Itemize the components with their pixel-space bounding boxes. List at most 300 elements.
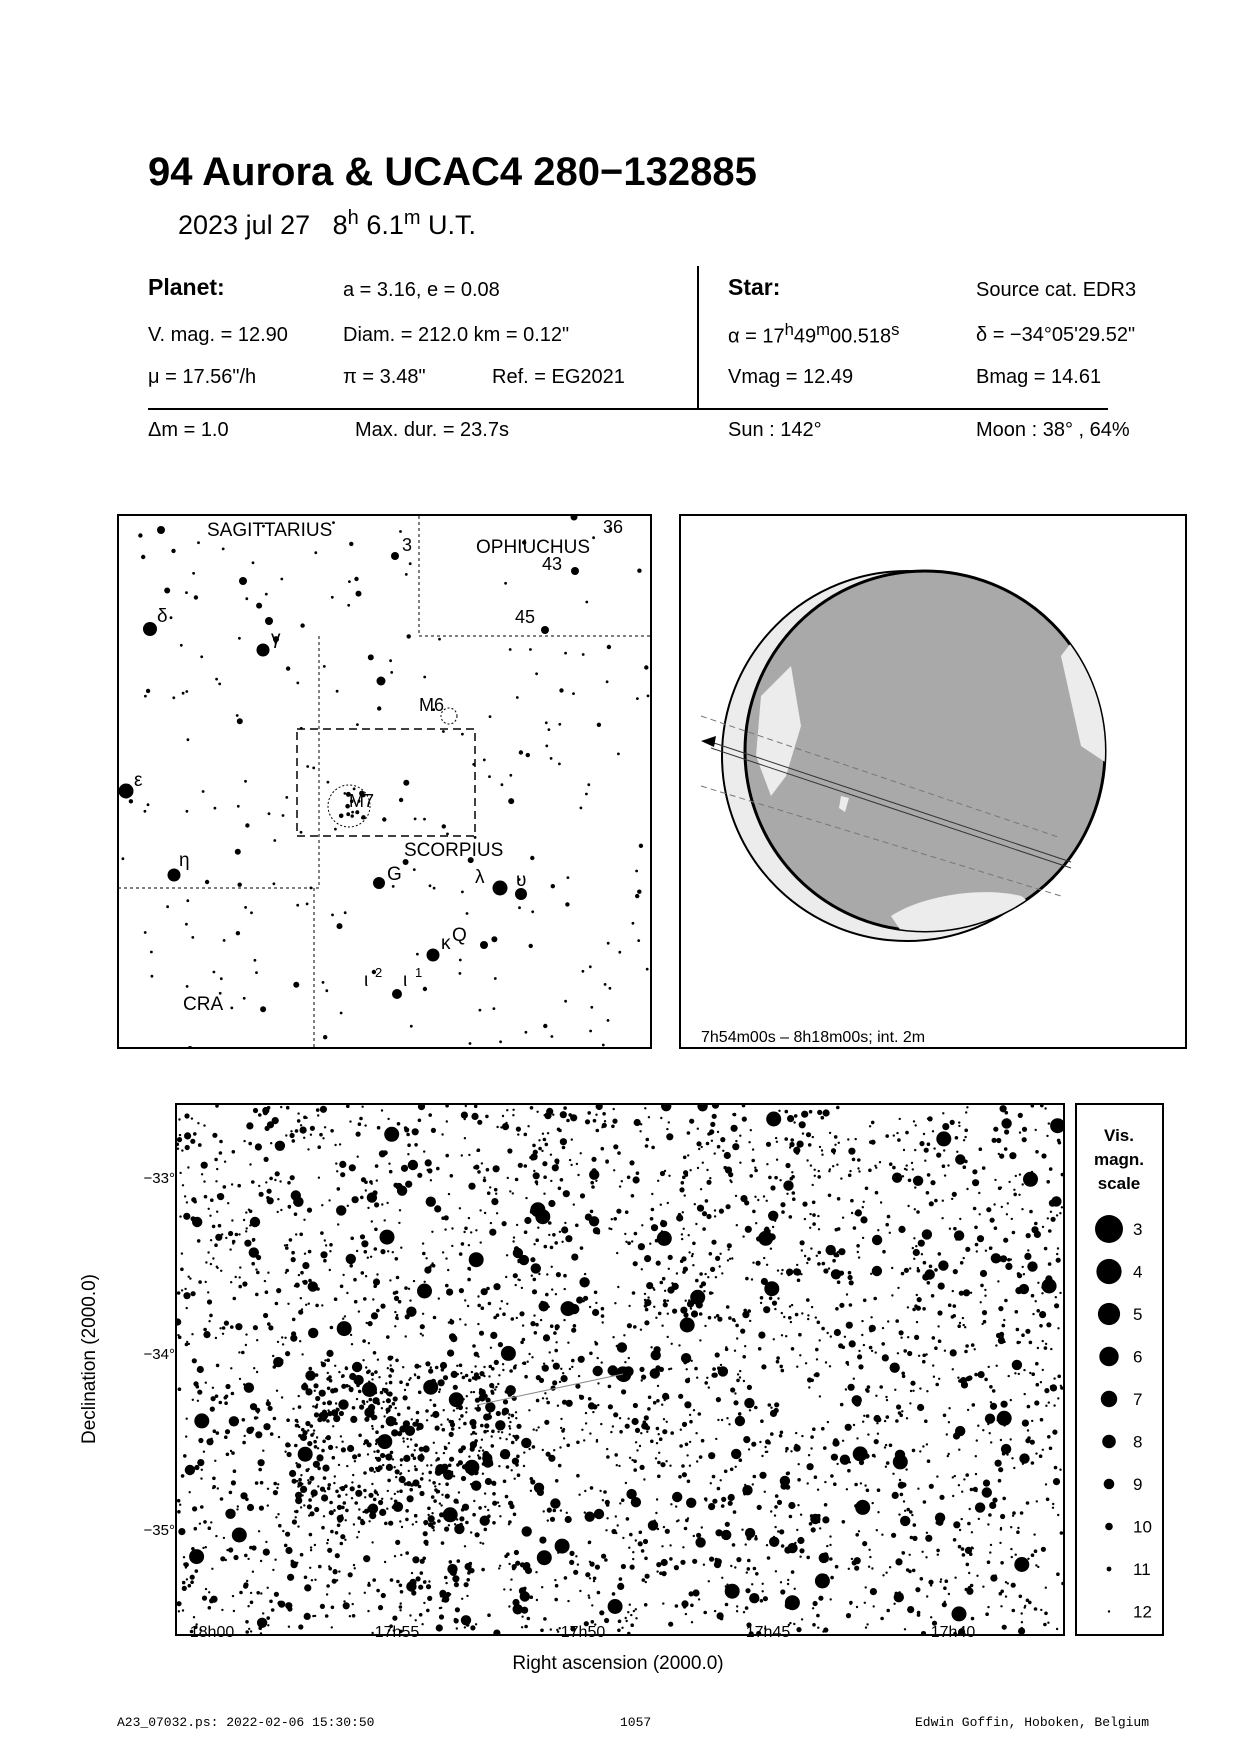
field-star [857, 1167, 859, 1169]
field-star [547, 1508, 552, 1513]
field-star [796, 1264, 798, 1266]
field-star [664, 1170, 666, 1172]
field-star [1044, 1612, 1048, 1616]
field-star [917, 1297, 922, 1302]
field-star [253, 1108, 258, 1113]
finder-star [590, 1006, 593, 1009]
field-star [179, 1215, 181, 1217]
field-star [264, 1280, 266, 1282]
field-star [510, 1578, 512, 1580]
field-star [891, 1533, 896, 1538]
finder-star [531, 910, 534, 913]
field-star [704, 1273, 706, 1275]
field-star [735, 1416, 745, 1426]
field-star [502, 1115, 504, 1117]
field-star [896, 1404, 901, 1409]
field-star [551, 1288, 553, 1290]
field-star [818, 1596, 823, 1601]
field-star [915, 1124, 917, 1126]
field-star [976, 1250, 978, 1252]
field-star [394, 1311, 396, 1313]
field-star [380, 1230, 395, 1245]
field-star [321, 1526, 325, 1530]
field-star [427, 1169, 429, 1171]
field-star [212, 1257, 214, 1259]
field-star [292, 1519, 297, 1524]
field-star [511, 1317, 515, 1321]
field-star [692, 1559, 697, 1564]
field-star [532, 1289, 537, 1294]
field-star [273, 1417, 277, 1421]
field-star [739, 1376, 741, 1378]
field-star [810, 1164, 812, 1166]
finder-star [147, 803, 150, 806]
field-star [339, 1143, 341, 1145]
field-star [411, 1572, 413, 1574]
field-star [953, 1521, 960, 1528]
field-star [478, 1506, 482, 1510]
finder-star [529, 648, 532, 651]
finder-star [433, 887, 436, 890]
field-star [567, 1600, 569, 1602]
field-star [661, 1404, 663, 1406]
field-star [900, 1493, 904, 1497]
finder-star [170, 616, 173, 619]
field-star [722, 1150, 724, 1152]
field-star [487, 1430, 489, 1432]
field-star [1016, 1530, 1020, 1534]
field-star [508, 1523, 510, 1525]
field-star [666, 1133, 673, 1140]
field-star [470, 1483, 472, 1485]
field-star [657, 1475, 661, 1479]
field-star [866, 1414, 870, 1418]
field-star [627, 1418, 629, 1420]
field-star [943, 1414, 947, 1418]
field-star [872, 1502, 874, 1504]
field-star [801, 1618, 803, 1620]
field-star [1048, 1229, 1052, 1233]
field-star [202, 1596, 207, 1601]
label-cra: CRA [183, 994, 224, 1015]
field-star [1021, 1333, 1025, 1337]
field-star [854, 1557, 861, 1564]
field-star [668, 1622, 673, 1627]
field-star [461, 1154, 463, 1156]
field-star [807, 1482, 809, 1484]
field-star [857, 1158, 861, 1162]
field-star [508, 1563, 510, 1565]
field-star [470, 1441, 477, 1448]
field-star [411, 1453, 415, 1457]
field-star [287, 1303, 289, 1305]
field-star [646, 1138, 650, 1142]
legend-label-mag-6: 6 [1133, 1347, 1143, 1367]
finder-star [461, 733, 464, 736]
finder-star [474, 836, 477, 839]
field-star [177, 1334, 179, 1336]
field-star [462, 1464, 467, 1469]
field-star [386, 1398, 391, 1403]
field-star [313, 1383, 318, 1388]
field-star [653, 1306, 655, 1308]
field-star [706, 1169, 708, 1171]
field-star [728, 1494, 735, 1501]
field-star [409, 1614, 411, 1616]
field-star [480, 1241, 482, 1243]
field-star [370, 1256, 372, 1258]
field-star [177, 1137, 182, 1142]
field-star [1041, 1153, 1046, 1158]
field-star [975, 1473, 977, 1475]
field-star [790, 1138, 794, 1142]
field-star [443, 1409, 445, 1411]
field-star [390, 1364, 392, 1366]
field-star [736, 1224, 738, 1226]
field-star [405, 1181, 412, 1188]
field-star [721, 1272, 723, 1274]
finder-star [166, 905, 169, 908]
field-star [463, 1422, 467, 1426]
field-star [483, 1430, 487, 1434]
field-star [560, 1418, 562, 1420]
star-chart-field [175, 1103, 1065, 1636]
field-star [364, 1509, 369, 1514]
field-star [922, 1307, 926, 1311]
field-star [343, 1602, 350, 1609]
field-star [362, 1359, 364, 1361]
finder-star [238, 637, 241, 640]
field-star [475, 1229, 477, 1231]
event-date: 2023 jul 27 [178, 210, 311, 240]
field-star [766, 1112, 781, 1127]
field-star [177, 1499, 180, 1503]
field-star [428, 1369, 433, 1374]
field-star [892, 1166, 896, 1170]
field-star [955, 1154, 965, 1164]
field-star [388, 1391, 393, 1396]
finder-star [223, 939, 226, 942]
finder-star [327, 781, 330, 784]
field-star [784, 1547, 791, 1554]
field-star [1061, 1582, 1063, 1586]
field-star [435, 1459, 437, 1461]
field-star [817, 1514, 821, 1518]
field-star [569, 1159, 571, 1161]
field-star [787, 1115, 794, 1122]
field-star [1027, 1558, 1029, 1560]
field-star [537, 1227, 539, 1229]
field-star [651, 1224, 658, 1231]
field-star [918, 1240, 925, 1247]
field-star [194, 1527, 198, 1531]
field-star [920, 1577, 924, 1581]
field-star [420, 1333, 422, 1335]
field-star [695, 1223, 697, 1225]
field-star [854, 1566, 859, 1571]
field-star [1022, 1127, 1027, 1132]
field-star [497, 1383, 499, 1385]
field-star [322, 1402, 326, 1406]
field-star [848, 1568, 850, 1570]
field-star [592, 1411, 594, 1413]
field-star [895, 1450, 905, 1460]
field-star [504, 1554, 508, 1558]
field-star [594, 1509, 604, 1519]
field-star [236, 1508, 238, 1510]
field-star [507, 1177, 509, 1179]
field-star [760, 1296, 764, 1300]
finder-star [141, 555, 145, 559]
field-star [1046, 1322, 1051, 1327]
field-star [308, 1498, 312, 1502]
field-star [287, 1452, 292, 1457]
field-star [775, 1494, 779, 1498]
field-star [848, 1275, 853, 1280]
field-star [1004, 1120, 1006, 1122]
field-star [982, 1429, 984, 1431]
field-star [491, 1430, 495, 1434]
field-star [226, 1453, 230, 1457]
field-star [386, 1508, 388, 1510]
field-star [714, 1561, 721, 1568]
field-star [487, 1191, 491, 1195]
field-star [394, 1325, 396, 1327]
finder-star [403, 780, 409, 786]
field-star [774, 1176, 778, 1180]
field-star [189, 1549, 204, 1564]
field-star [473, 1391, 475, 1393]
field-star [350, 1334, 352, 1336]
field-star [298, 1447, 313, 1462]
finder-star [389, 659, 392, 662]
field-star [222, 1326, 226, 1330]
field-star [386, 1335, 390, 1339]
field-star [627, 1241, 631, 1245]
field-star [593, 1577, 597, 1581]
field-star [533, 1278, 537, 1282]
field-star [1012, 1609, 1016, 1613]
field-star [632, 1418, 639, 1425]
field-star [291, 1257, 296, 1262]
field-star [525, 1567, 532, 1574]
field-star [190, 1580, 194, 1584]
moon-info: Moon : 38° , 64% [976, 419, 1130, 441]
field-star [464, 1582, 469, 1587]
field-star [763, 1257, 765, 1259]
legend-label-mag-12: 12 [1133, 1602, 1152, 1622]
field-star [904, 1510, 906, 1512]
field-star [1046, 1135, 1048, 1137]
field-star [560, 1138, 567, 1145]
field-star [384, 1522, 388, 1526]
field-star [453, 1385, 458, 1390]
field-star [972, 1179, 979, 1186]
field-star [387, 1367, 389, 1369]
field-star [1035, 1150, 1039, 1154]
field-star [766, 1264, 768, 1266]
field-star [480, 1424, 484, 1428]
field-star [710, 1122, 715, 1127]
field-star [595, 1565, 600, 1570]
field-star [185, 1435, 187, 1437]
field-star [356, 1250, 358, 1252]
field-star [644, 1304, 648, 1308]
field-star [975, 1502, 985, 1512]
field-star [999, 1154, 1004, 1159]
field-star [908, 1179, 912, 1183]
field-star [774, 1220, 776, 1222]
field-star [445, 1154, 449, 1158]
field-star [666, 1128, 668, 1130]
field-star [972, 1547, 974, 1549]
field-star [612, 1336, 614, 1338]
field-star [926, 1443, 928, 1445]
field-star [443, 1375, 448, 1380]
field-star [905, 1468, 907, 1470]
field-star [801, 1435, 803, 1437]
field-star [469, 1252, 484, 1267]
field-star [438, 1379, 445, 1386]
field-star [1031, 1372, 1035, 1376]
field-star [275, 1171, 280, 1176]
field-star [647, 1407, 651, 1411]
field-star [885, 1134, 889, 1138]
field-star [845, 1361, 849, 1365]
field-star [929, 1201, 934, 1206]
field-star [729, 1258, 731, 1260]
field-star [644, 1255, 651, 1262]
field-star [523, 1465, 525, 1467]
field-star [466, 1578, 470, 1582]
field-star [340, 1534, 345, 1539]
field-star [349, 1615, 351, 1617]
finder-star [607, 645, 611, 649]
field-star [550, 1498, 560, 1508]
field-star [743, 1309, 747, 1313]
field-star [899, 1118, 901, 1120]
field-star [554, 1598, 558, 1602]
field-star [886, 1461, 890, 1465]
field-star [357, 1453, 361, 1457]
field-star [491, 1435, 493, 1437]
field-star [517, 1473, 521, 1477]
field-star [901, 1410, 903, 1412]
field-star [246, 1122, 253, 1129]
field-star [417, 1173, 422, 1178]
planet-header: Planet: [148, 274, 225, 300]
field-star [545, 1213, 547, 1215]
field-star [656, 1442, 658, 1444]
field-star [644, 1415, 649, 1420]
field-star [316, 1287, 320, 1291]
field-star [749, 1174, 753, 1178]
field-star [806, 1262, 808, 1264]
field-star [993, 1127, 998, 1132]
field-star [856, 1244, 860, 1248]
field-star [816, 1614, 820, 1618]
field-star [578, 1356, 585, 1363]
field-star [267, 1322, 271, 1326]
field-star [761, 1455, 763, 1457]
field-star [778, 1110, 780, 1112]
field-star [523, 1361, 527, 1365]
field-star [524, 1217, 531, 1224]
field-star [405, 1335, 407, 1337]
field-star [281, 1396, 283, 1398]
field-star [315, 1396, 320, 1401]
field-star [403, 1455, 410, 1462]
field-star [182, 1581, 186, 1585]
finder-star [144, 695, 147, 698]
field-star [340, 1285, 344, 1289]
field-star [489, 1383, 494, 1388]
field-star [327, 1387, 331, 1391]
field-star [826, 1113, 828, 1115]
field-star [528, 1448, 530, 1450]
field-star [877, 1433, 879, 1435]
field-star [273, 1482, 277, 1486]
field-star [1044, 1388, 1049, 1393]
field-star [434, 1485, 436, 1487]
field-star [744, 1345, 746, 1347]
field-star [308, 1281, 318, 1291]
field-star [1044, 1346, 1048, 1350]
field-star [671, 1343, 673, 1345]
field-star [317, 1485, 319, 1487]
field-star [975, 1455, 977, 1457]
field-star [951, 1198, 953, 1200]
field-star [485, 1478, 492, 1485]
field-star [509, 1190, 511, 1192]
field-star [971, 1531, 973, 1533]
field-star [619, 1502, 621, 1504]
field-star [554, 1241, 558, 1245]
field-star [441, 1494, 443, 1496]
field-star [708, 1580, 710, 1582]
field-star [329, 1250, 331, 1252]
field-star [265, 1126, 270, 1131]
field-star [505, 1495, 509, 1499]
field-star [555, 1584, 559, 1588]
field-star [301, 1490, 303, 1492]
field-star [809, 1522, 813, 1526]
field-star [256, 1271, 260, 1275]
field-star [721, 1497, 726, 1502]
field-star [963, 1324, 965, 1326]
field-star [954, 1577, 956, 1579]
field-star [752, 1531, 754, 1533]
field-star [376, 1309, 380, 1313]
field-star [399, 1489, 403, 1493]
field-star [770, 1510, 772, 1512]
field-star [708, 1386, 710, 1388]
field-star [744, 1398, 754, 1408]
field-star [735, 1140, 737, 1142]
field-star [895, 1558, 902, 1565]
field-star [764, 1229, 766, 1231]
field-star [241, 1351, 245, 1355]
field-star [898, 1482, 905, 1489]
field-star [1011, 1457, 1013, 1459]
field-star [663, 1299, 667, 1303]
field-star [787, 1583, 789, 1585]
field-star [860, 1216, 867, 1223]
field-star [690, 1604, 694, 1608]
field-star [1021, 1612, 1023, 1614]
field-star [748, 1141, 750, 1143]
field-star [731, 1449, 741, 1459]
